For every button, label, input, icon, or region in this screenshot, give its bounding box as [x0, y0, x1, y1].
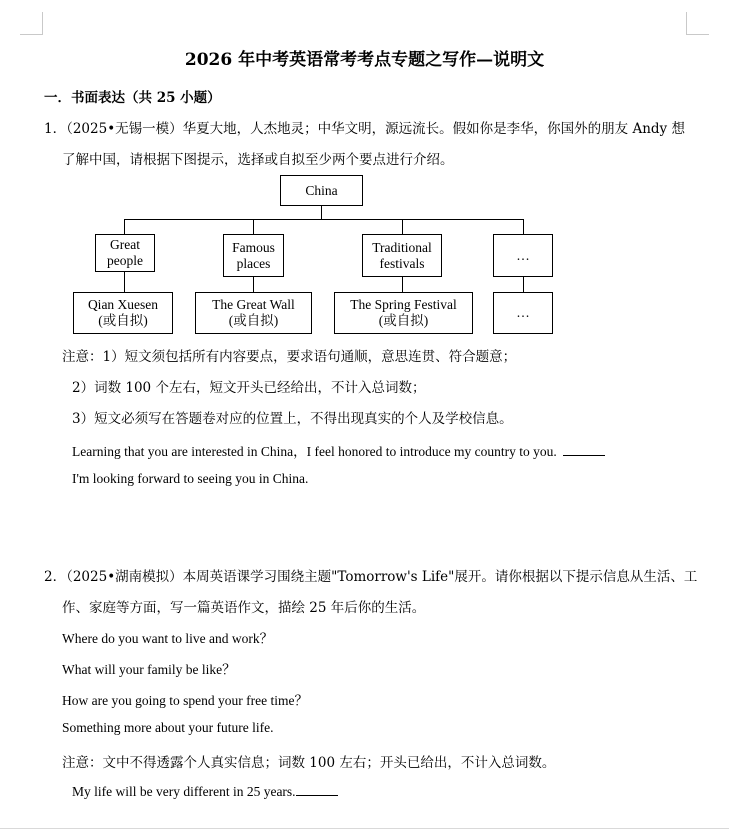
section-heading: 一．书面表达（共 25 小题） — [44, 90, 221, 106]
q2-prompt-line2: 作、家庭等方面，写一篇英语作文，描绘 25 年后你的生活。 — [62, 600, 426, 616]
q2-note: 注意：文中不得透露个人真实信息；词数 100 左右；开头已给出，不计入总词数。 — [62, 755, 556, 771]
page-bottom-divider — [0, 828, 729, 829]
q1-note-2: 2）词数 100 个左右，短文开头已经给出，不计入总词数； — [72, 380, 426, 396]
q2-hint-2: What will your family be like？ — [62, 662, 236, 677]
page-corner-mark-right — [686, 12, 709, 35]
q2-hint-4: Something more about your future life. — [62, 720, 274, 735]
diagram-node-famous-places: Famous places — [223, 234, 284, 277]
q1-prompt-line1: 1．（2025•无锡一模）华夏大地，人杰地灵；中华文明，源远流长。假如你是李华，你国外的朋友 Andy 想 — [44, 121, 685, 137]
answer-blank — [563, 443, 605, 456]
diagram-node-more-categories: … — [493, 234, 553, 277]
q1-closing-sentence: I'm looking forward to seeing you in China. — [72, 471, 309, 486]
diagram-node-more-examples: … — [493, 292, 553, 334]
q2-hint-1: Where do you want to live and work？ — [62, 631, 274, 646]
q1-prompt-line2: 了解中国，请根据下图提示，选择或自拟至少两个要点进行介绍。 — [62, 152, 454, 168]
q2-prompt-line1: 2．（2025•湖南模拟）本周英语课学习围绕主题"Tomorrow's Life"展开。请你根据以下提示信息从生活、工 — [44, 569, 698, 585]
diagram-node-qian-xuesen: Qian Xuesen (或自拟) — [73, 292, 173, 334]
q1-note-3: 3）短文必须写在答题卷对应的位置上，不得出现真实的个人及学校信息。 — [72, 411, 513, 427]
diagram-node-spring-festival: The Spring Festival (或自拟) — [334, 292, 473, 334]
q1-note-1: 注意：1）短文须包括所有内容要点，要求语句通顺，意思连贯、符合题意； — [62, 349, 517, 365]
diagram-node-traditional-festivals: Traditional festivals — [362, 234, 442, 277]
q2-opening-sentence: My life will be very different in 25 years. — [72, 783, 338, 800]
q2-hint-3: How are you going to spend your free time？ — [62, 693, 308, 708]
answer-blank — [296, 783, 338, 796]
page-corner-mark-left — [20, 12, 43, 35]
document-title: 2026 年中考英语常考考点专题之写作—说明文 — [184, 50, 545, 70]
q1-opening-sentence: Learning that you are interested in China，I feel honored to introduce my country to you. — [72, 440, 605, 460]
diagram-node-great-people: Great people — [95, 234, 155, 272]
diagram-node-great-wall: The Great Wall (或自拟) — [195, 292, 312, 334]
diagram-node-china: China — [280, 175, 363, 206]
